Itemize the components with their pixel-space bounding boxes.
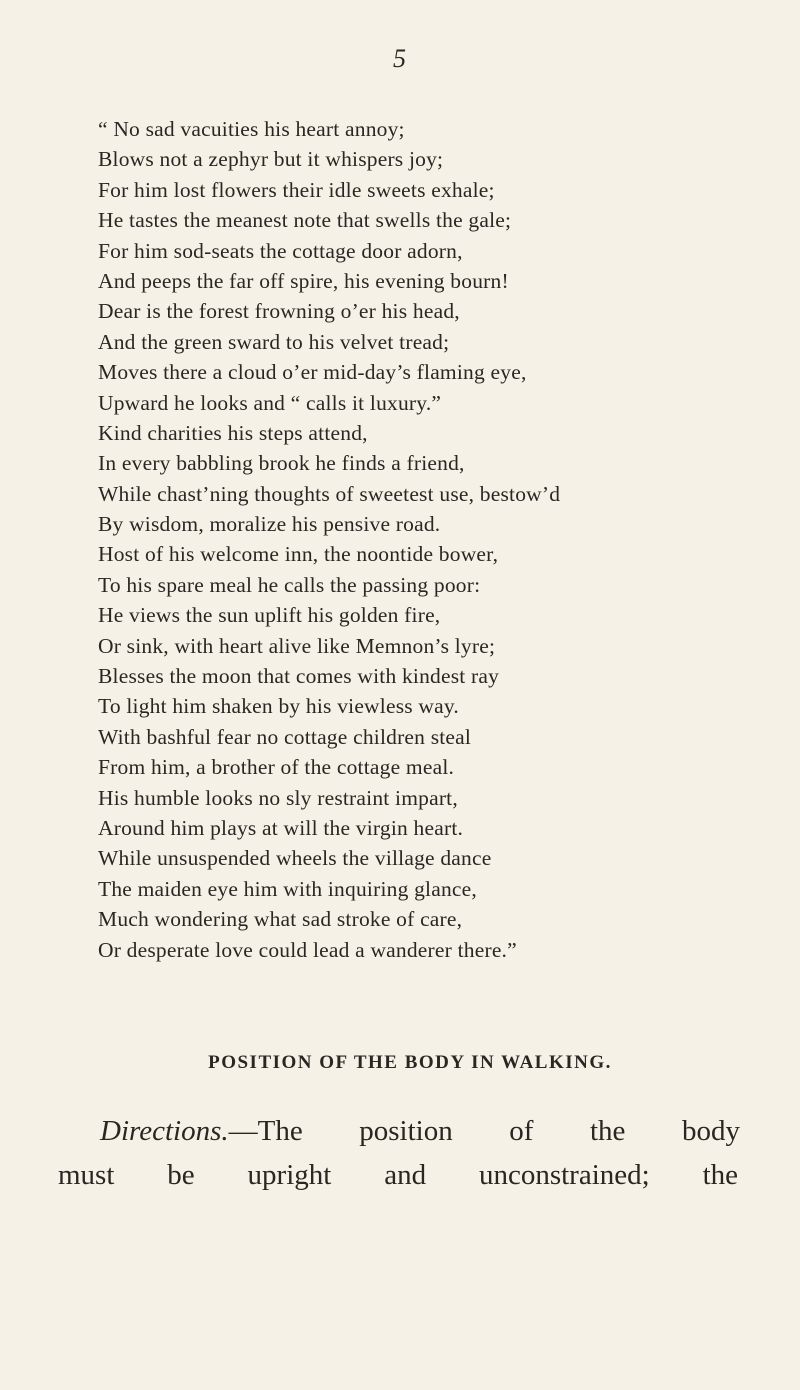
poem-line: From him, a brother of the cottage meal.	[98, 755, 455, 780]
poem-line: Or desperate love could lead a wanderer there.”	[98, 937, 517, 962]
poem-line: He views the sun uplift his golden fire,	[98, 603, 441, 628]
prose-line	[100, 1112, 740, 1150]
poem-line: Blesses the moon that comes with kindest ray	[98, 664, 500, 689]
poem-line: Or sink, with heart alive like Memnon’s lyre;	[98, 633, 496, 658]
poem-line: Upward he looks and “ calls it luxury.”	[98, 390, 442, 415]
prose-text: —The position of the body	[228, 1115, 740, 1147]
poem-line: And the green sward to his velvet tread;	[98, 329, 450, 354]
poem-line: Dear is the forest frowning o’er his head,	[98, 299, 460, 324]
poem-line: With bashful fear no cottage children steal	[98, 724, 472, 749]
poem-line: Around him plays at will the virgin heart.	[98, 815, 464, 840]
poem-stanza	[98, 114, 758, 965]
poem-line: Much wondering what sad stroke of care,	[98, 907, 463, 932]
poem-line: By wisdom, moralize his pensive road.	[98, 512, 441, 537]
page-number: 5	[393, 44, 407, 73]
poem-line: The maiden eye him with inquiring glance,	[98, 876, 477, 901]
poem-line: While chast’ning thoughts of sweetest use, bestow’d	[98, 481, 561, 506]
poem-line: For him lost flowers their idle sweets exhale;	[98, 177, 495, 202]
prose-line: must be upright and unconstrained; the	[58, 1159, 738, 1191]
poem-line: To his spare meal he calls the passing poor:	[98, 572, 481, 597]
poem-line: And peeps the far off spire, his evening bourn!	[98, 268, 509, 293]
poem-line: While unsuspended wheels the village dance	[98, 846, 492, 871]
poem-line: Moves there a cloud o’er mid-day’s flaming eye,	[98, 360, 527, 385]
poem-line: For him sod-seats the cottage door adorn,	[98, 238, 463, 263]
poem-line: Host of his welcome inn, the noontide bower,	[98, 542, 499, 567]
directions-lead: Directions.	[100, 1115, 229, 1147]
poem-line: Kind charities his steps attend,	[98, 420, 368, 445]
poem-line: His humble looks no sly restraint impart,	[98, 785, 458, 810]
poem-line: In every babbling brook he finds a friend,	[98, 451, 465, 476]
section-heading: POSITION OF THE BODY IN WALKING.	[208, 1052, 612, 1073]
poem-line: He tastes the meanest note that swells the gale;	[98, 208, 512, 233]
poem-line: To light him shaken by his viewless way.	[98, 694, 460, 719]
poem-line: “ No sad vacuities his heart annoy;	[98, 117, 405, 141]
poem-line: Blows not a zephyr but it whispers joy;	[98, 147, 444, 172]
